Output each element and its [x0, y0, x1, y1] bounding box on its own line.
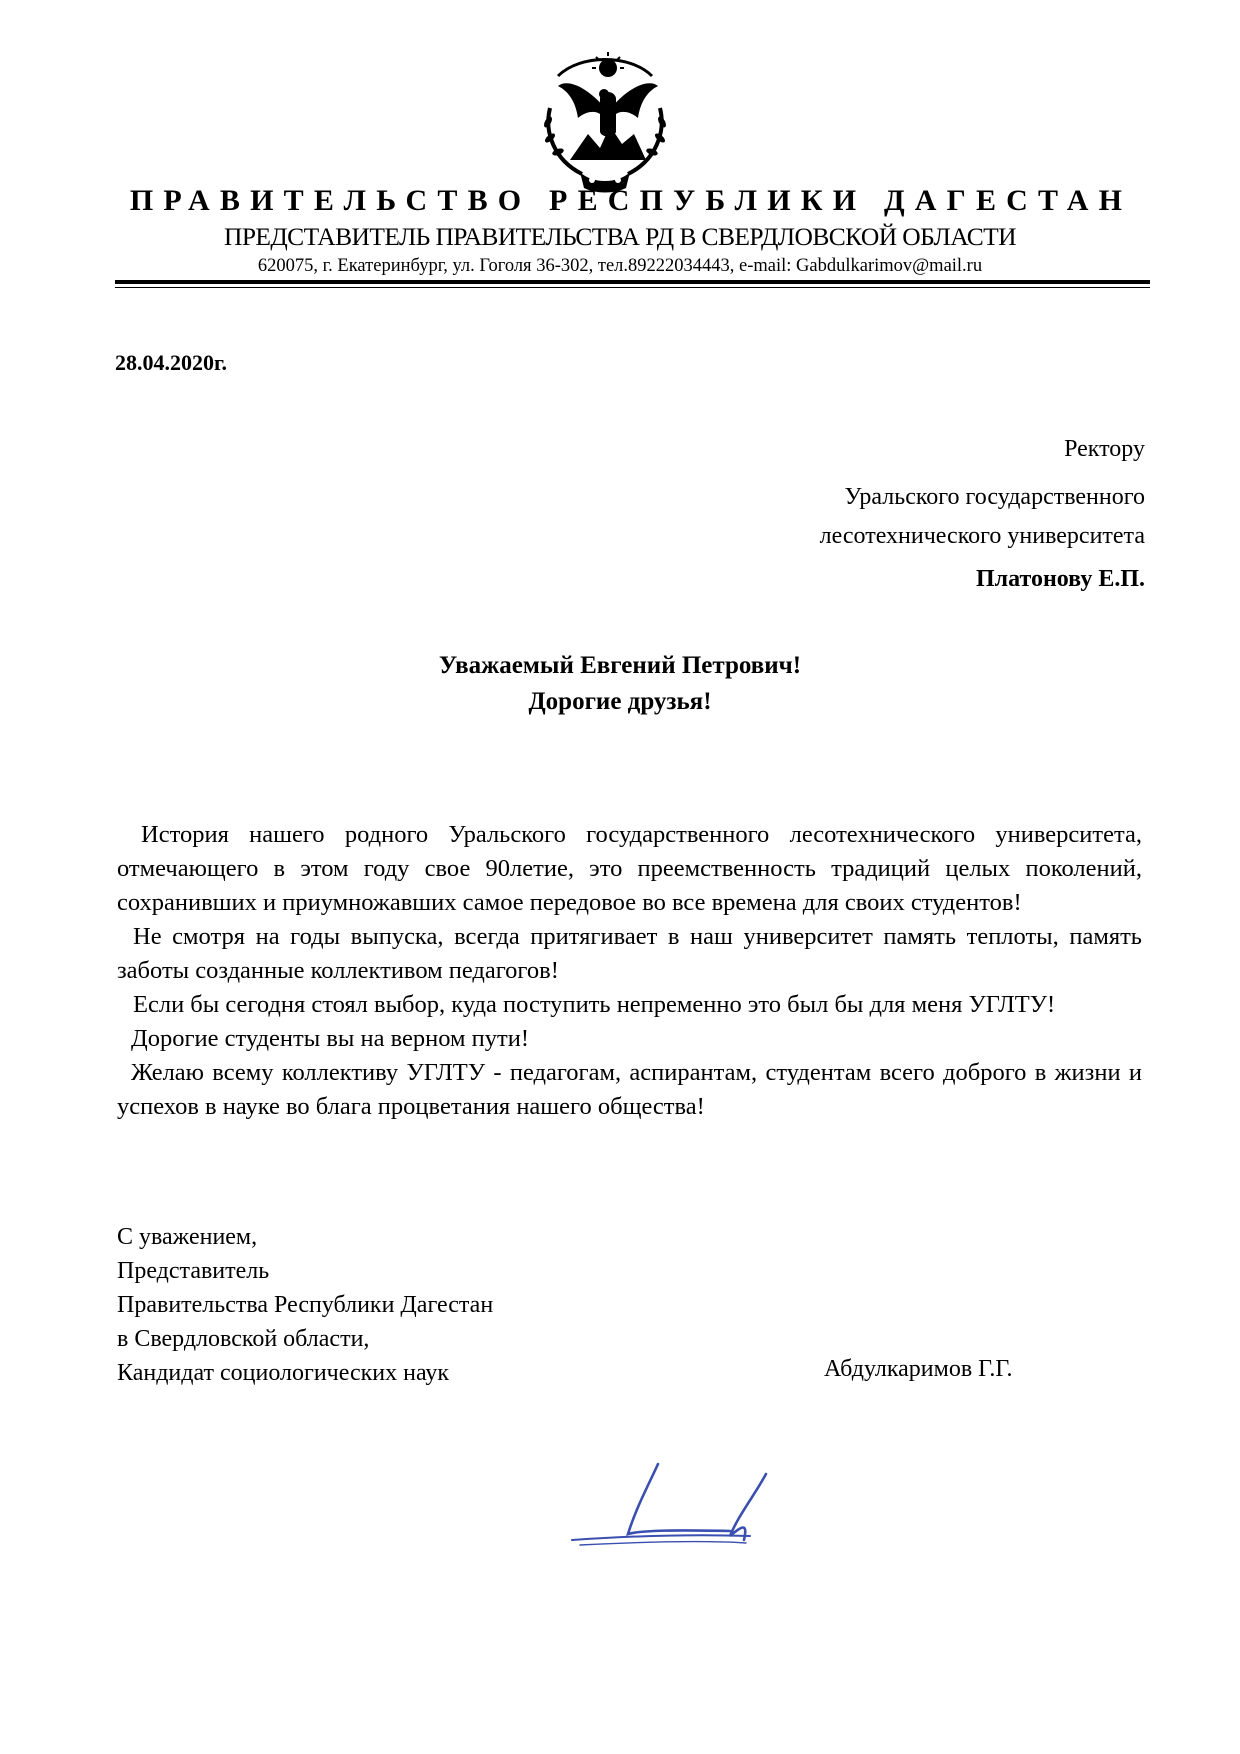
salutation-secondary: Дорогие друзья! — [528, 688, 712, 715]
letterhead-rule — [115, 280, 1150, 284]
closing-block — [117, 1220, 493, 1390]
closing-phrase: С уважением, — [117, 1224, 258, 1250]
closing-region: в Свердловской области, — [117, 1326, 370, 1352]
addressee-name: Платонову Е.П. — [975, 566, 1145, 592]
closing-organization: Правительства Республики Дагестан — [117, 1292, 494, 1318]
closing-position: Представитель — [117, 1258, 270, 1284]
addressee-position: Ректору — [1064, 436, 1145, 462]
addressee-organization-line1: Уральского государственного — [844, 484, 1145, 510]
salutation: Уважаемый Евгений Петрович! — [438, 652, 802, 679]
closing-degree: Кандидат социологических наук — [117, 1360, 450, 1386]
letter-date: 28.04.2020г. — [115, 350, 228, 375]
coat-of-arms-icon — [530, 48, 680, 198]
government-title: ПРАВИТЕЛЬСТВО РЕСПУБЛИКИ ДАГЕСТАН — [129, 184, 1133, 217]
body-paragraph: Не смотря на годы выпуска, всегда притягивает в наш университет память теплоты, память заботы созданные коллективом педагогов! — [117, 923, 1142, 984]
letter-body — [117, 818, 1142, 1124]
body-paragraph: Дорогие студенты вы на верном пути! — [131, 1025, 530, 1052]
body-paragraph: Желаю всему коллективу УГЛТУ - педагогам, аспирантам, студентам всего доброго в жизни и успехов в науке во блага процветания нашего общества! — [117, 1059, 1142, 1120]
addressee-organization-line2: лесотехнического университета — [819, 523, 1145, 549]
letterhead-rule-thin — [115, 287, 1150, 288]
body-paragraph: История нашего родного Уральского государственного лесотехнического университета, отмечающего в этом году свое 90летие, это преемственность традиций целых поколений, сохранивших и приумножавших самое передовое во все времена для своих студентов! — [117, 821, 1142, 916]
representative-title: ПРЕДСТАВИТЕЛЬ ПРАВИТЕЛЬСТВА РД В СВЕРДЛОВСКОЙ ОБЛАСТИ — [224, 222, 1016, 251]
contact-details: 620075, г. Екатеринбург, ул. Гоголя 36-302, тел.89222034443, e-mail: Gabdulkarimov@mail.ru — [257, 256, 983, 276]
signature-icon — [570, 1456, 800, 1566]
signer-name: Абдулкаримов Г.Г. — [824, 1356, 1013, 1382]
body-paragraph: Если бы сегодня стоял выбор, куда поступить непременно это был бы для меня УГЛТУ! — [133, 991, 1056, 1018]
